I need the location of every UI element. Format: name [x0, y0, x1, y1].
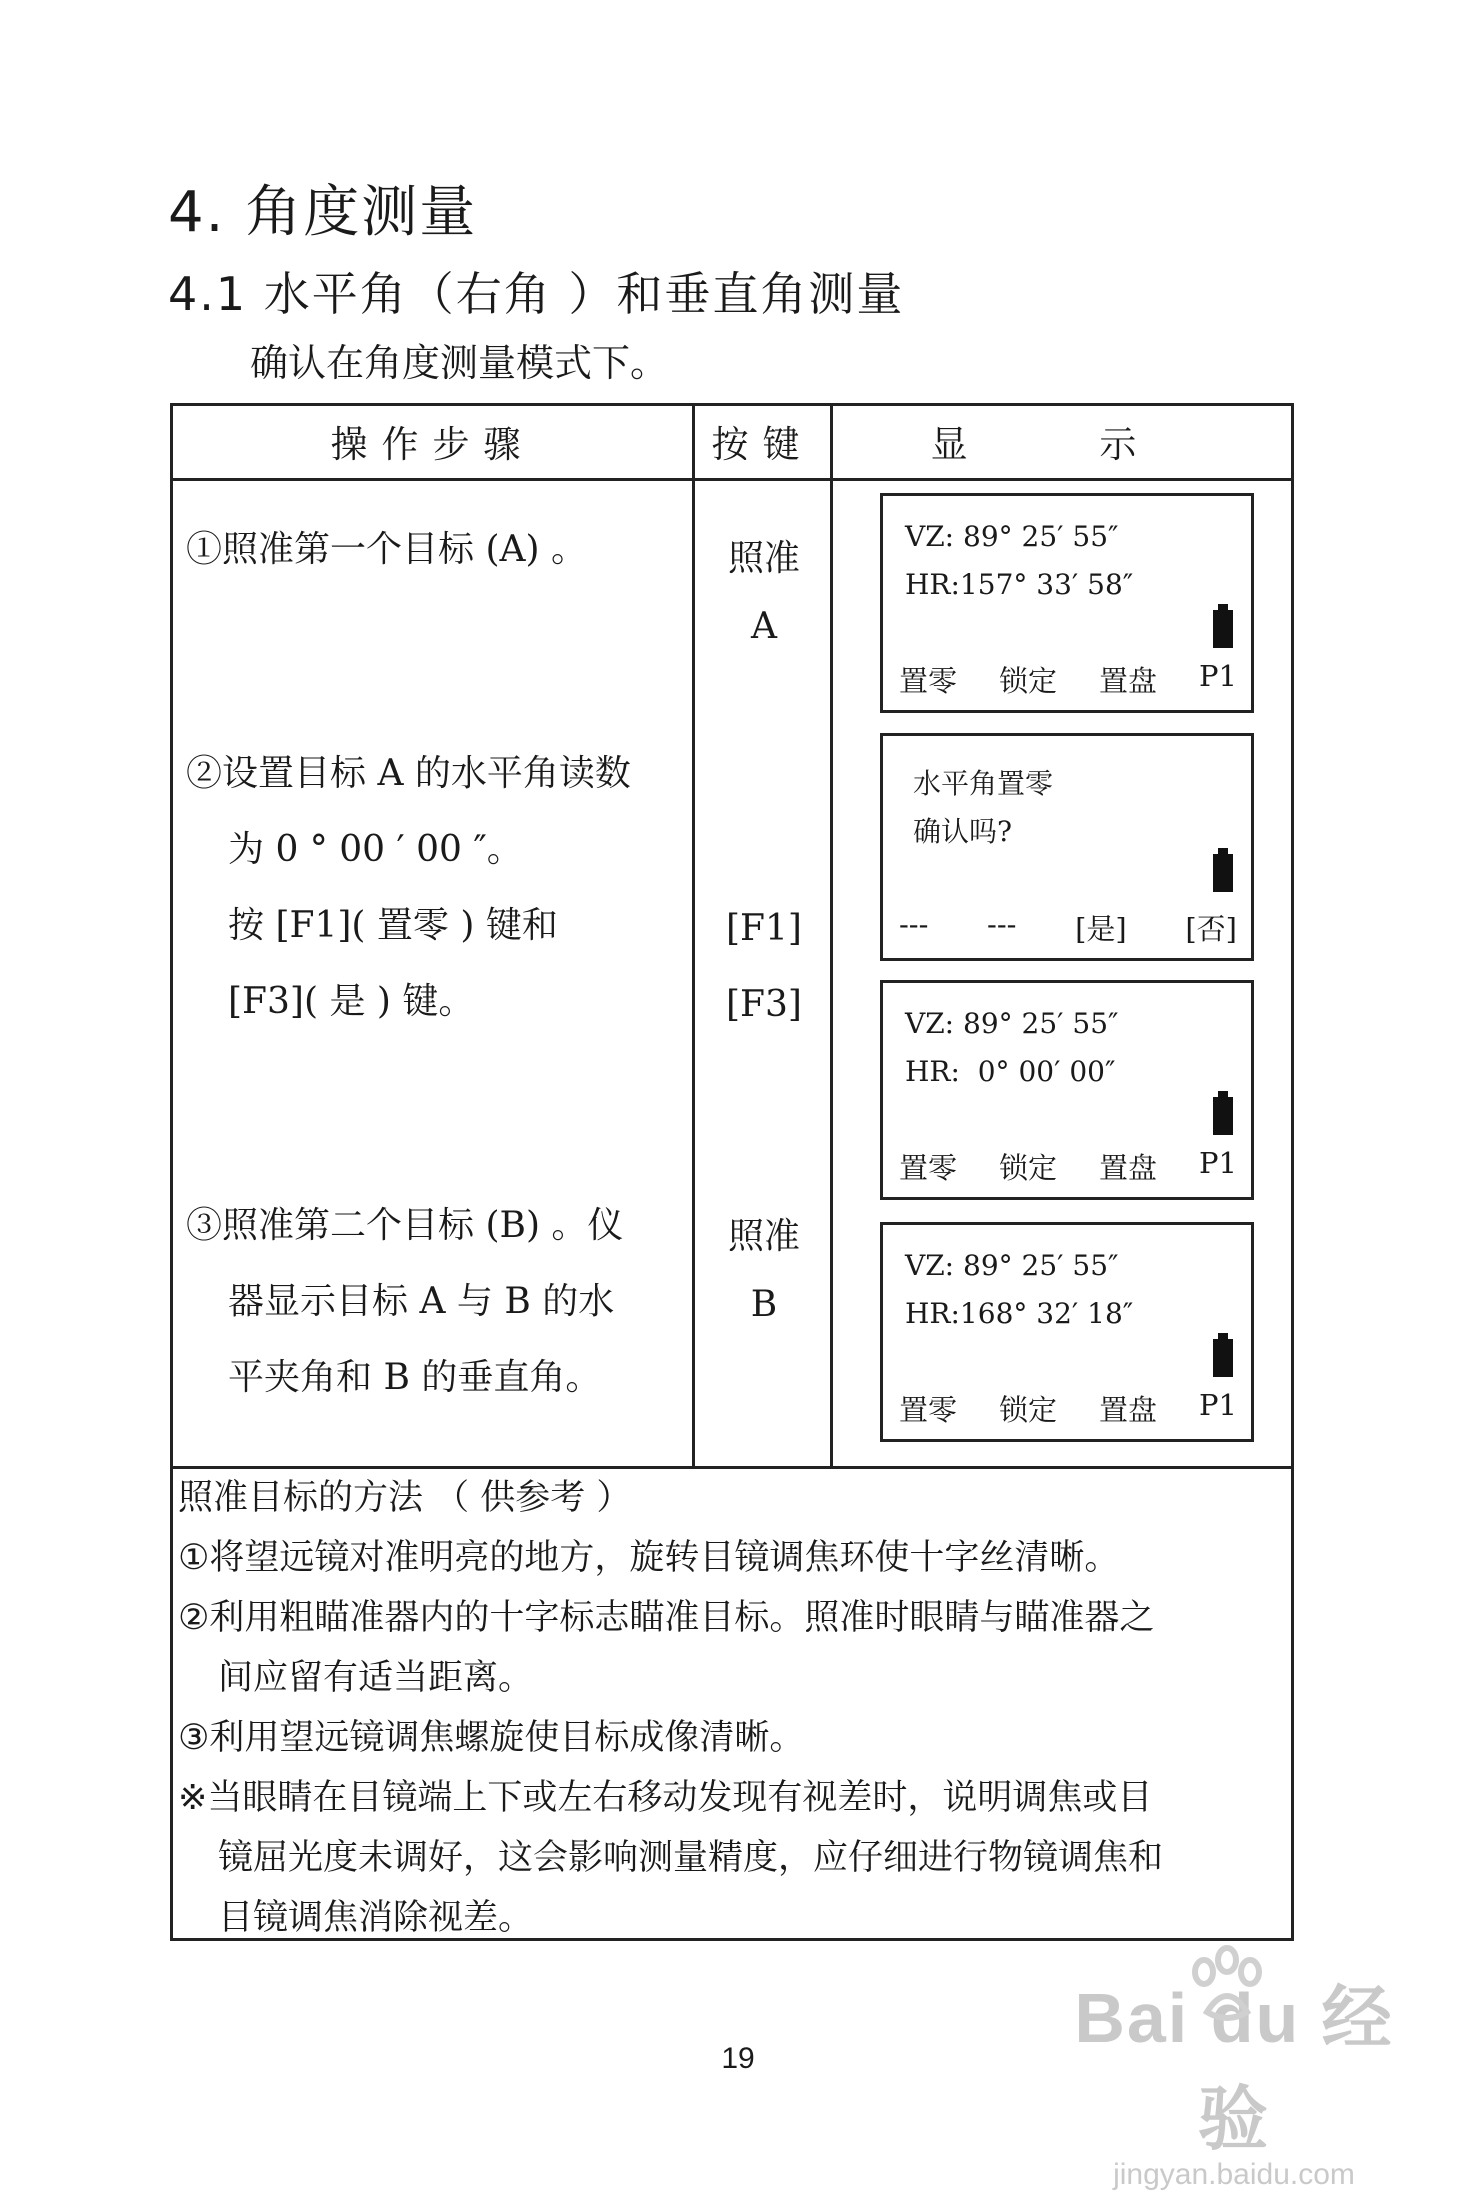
notes-title: 照准目标的方法 （ 供参考 ）: [178, 1478, 632, 1518]
softkey-f3: 置盘: [1099, 1393, 1158, 1427]
step-3-line-2: 器显示目标 A 与 B 的水: [228, 1281, 615, 1322]
paw-icon: [1182, 1942, 1272, 2032]
step-2-line-3: 按 [F1]( 置零 ) 键和: [228, 905, 558, 946]
header-display: 显 示: [930, 423, 1197, 466]
step-1-line-1: ①照准第一个目标 (A) 。: [186, 529, 587, 570]
lcd-hr-line: HR:157° 33′ 58″: [905, 568, 1134, 601]
softkey-f1: ---: [899, 907, 929, 941]
lcd-display: [880, 733, 1254, 961]
battery-icon: [1213, 1097, 1233, 1135]
lcd-vz-line: VZ: 89° 25′ 55″: [905, 1007, 1119, 1040]
lcd-softkeys: [899, 659, 1237, 700]
softkey-f2: 锁定: [999, 1151, 1058, 1185]
lcd-message-line: 水平角置零: [913, 767, 1054, 800]
step-2-line-1: ②设置目标 A 的水平角读数: [186, 753, 631, 794]
softkey-f2: 锁定: [999, 1393, 1058, 1427]
key-target-b: B: [750, 1284, 778, 1325]
lcd-confirm-line: 确认吗?: [913, 815, 1013, 848]
battery-icon: [1213, 610, 1233, 648]
watermark: [1054, 1962, 1414, 2191]
lcd-softkeys: [899, 1146, 1237, 1187]
note-line: ②利用粗瞄准器内的十字标志瞄准目标。照准时眼睛与瞄准器之: [178, 1598, 1155, 1638]
note-line: ※当眼睛在目镜端上下或左右移动发现有视差时，说明调焦或目: [178, 1778, 1153, 1818]
softkey-f4: P1: [1199, 1146, 1237, 1180]
lcd-softkeys: [899, 907, 1237, 948]
softkey-f2: ---: [987, 907, 1017, 941]
lcd-softkeys: [899, 1388, 1237, 1429]
softkey-f3: 置盘: [1099, 664, 1158, 698]
softkey-f1: 置零: [899, 664, 958, 698]
section-heading: 4. 角度测量: [168, 180, 478, 245]
key-f3: [F3]: [726, 984, 802, 1025]
note-line: 间应留有适当距离。: [218, 1658, 534, 1698]
note-line: 目镜调焦消除视差。: [218, 1898, 534, 1938]
lcd-vz-line: VZ: 89° 25′ 55″: [905, 520, 1119, 553]
softkey-f4: P1: [1199, 659, 1237, 693]
intro-text: 确认在角度测量模式下。: [250, 341, 669, 385]
softkey-f2: 锁定: [999, 664, 1058, 698]
key-sight: 照准: [727, 538, 800, 579]
step-2-line-2: 为 0 ° 00 ′ 00 ″。: [228, 829, 523, 870]
step-2-line-4: [F3]( 是 ) 键。: [228, 981, 475, 1022]
step-3-line-1: ③照准第二个目标 (B) 。仪: [186, 1205, 624, 1246]
battery-icon: [1213, 1339, 1233, 1377]
key-target-a: A: [751, 606, 777, 647]
subsection-heading: 4.1 水平角（右角 ）和垂直角测量: [168, 267, 905, 321]
lcd-display: [880, 493, 1254, 713]
header-steps: 操作步骤: [330, 423, 535, 466]
step-3-line-3: 平夹角和 B 的垂直角。: [228, 1357, 602, 1398]
lcd-hr-line: HR:168° 32′ 18″: [905, 1297, 1134, 1330]
battery-icon: [1213, 854, 1233, 892]
lcd-hr-line: HR: 0° 00′ 00″: [905, 1055, 1116, 1088]
header-keys: 按键: [711, 423, 814, 466]
watermark-brand: Bai du 经验: [1074, 1979, 1394, 2158]
softkey-f1: 置零: [899, 1393, 958, 1427]
page-number: 19: [721, 2042, 755, 2075]
softkey-f4: [否]: [1185, 912, 1237, 946]
key-sight: 照准: [727, 1216, 800, 1257]
lcd-display: [880, 980, 1254, 1200]
lcd-display: [880, 1222, 1254, 1442]
softkey-f3: [是]: [1075, 912, 1127, 946]
watermark-url: jingyan.baidu.com: [1113, 2158, 1355, 2191]
softkey-f4: P1: [1199, 1388, 1237, 1422]
note-line: ③利用望远镜调焦螺旋使目标成像清晰。: [178, 1718, 805, 1758]
note-line: ①将望远镜对准明亮的地方，旋转目镜调焦环使十字丝清晰。: [178, 1538, 1120, 1578]
softkey-f1: 置零: [899, 1151, 958, 1185]
softkey-f3: 置盘: [1099, 1151, 1158, 1185]
lcd-vz-line: VZ: 89° 25′ 55″: [905, 1249, 1119, 1282]
key-f1: [F1]: [726, 908, 802, 949]
note-line: 镜屈光度未调好，这会影响测量精度，应仔细进行物镜调焦和: [218, 1838, 1164, 1878]
